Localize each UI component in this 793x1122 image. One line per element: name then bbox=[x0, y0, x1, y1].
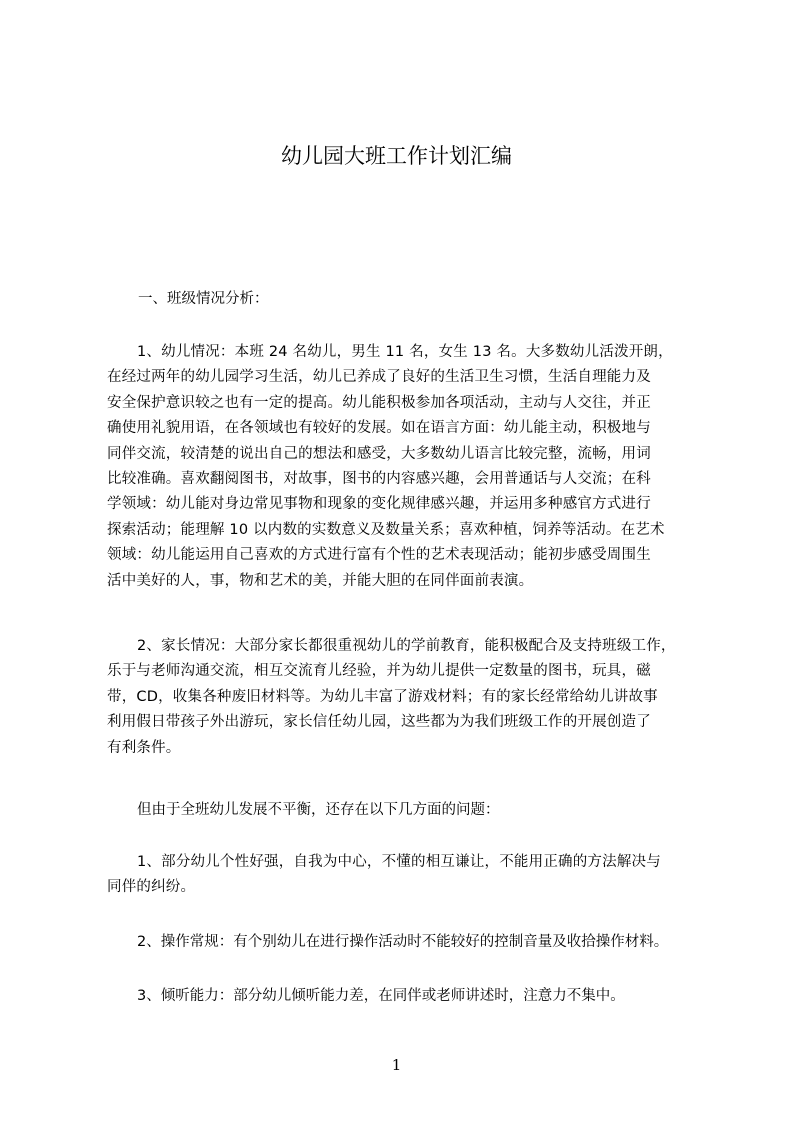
problem-3-text: 3、倾听能力：部分幼儿倾听能力差，在同伴或老师讲述时，注意力不集中。 bbox=[137, 988, 625, 1004]
paragraph-line: 同伴交流，较清楚的说出自己的想法和感受，大多数幼儿语言比较完整，流畅，用词 bbox=[107, 445, 651, 462]
problems-intro: 但由于全班幼儿发展不平衡，还存在以下几方面的问题： bbox=[137, 802, 500, 818]
paragraph-line: 安全保护意识较之也有一定的提高。幼儿能积极参加各项活动，主动与人交往，并正 bbox=[107, 394, 651, 411]
page-number: 1 bbox=[391, 1056, 402, 1074]
document-title: 幼儿园大班工作计划汇编 bbox=[281, 144, 512, 168]
paragraph-line: 学领域：幼儿能对身边常见事物和现象的变化规律感兴趣，并运用多种感官方式进行 bbox=[107, 496, 651, 513]
paragraph-line: 2、家长情况：大部分家长都很重视幼儿的学前教育，能积极配合及支持班级工作， bbox=[137, 638, 676, 654]
problem-2-text: 2、操作常规：有个别幼儿在进行操作活动时不能较好的控制音量及收拾操作材料。 bbox=[137, 934, 669, 950]
paragraph-line: 活中美好的人，事，物和艺术的美，并能大胆的在同伴面前表演。 bbox=[107, 572, 534, 589]
paragraph-line: 带，CD，收集各种废旧材料等。为幼儿丰富了游戏材料；有的家长经常给幼儿讲故事 bbox=[107, 688, 658, 705]
paragraph-line: 比较准确。喜欢翻阅图书，对故事，图书的内容感兴趣，会用普通话与人交流；在科 bbox=[107, 470, 651, 487]
section-heading-class-analysis: 一、班级情况分析： bbox=[138, 291, 269, 307]
paragraph-line: 1、部分幼儿个性好强，自我为中心，不懂的相互谦让，不能用正确的方法解决与 bbox=[137, 854, 661, 870]
paragraph-line: 在经过两年的幼儿园学习生活，幼儿已养成了良好的生活卫生习惯，生活自理能力及 bbox=[107, 369, 651, 386]
paragraph-line: 1、幼儿情况：本班 24 名幼儿，男生 11 名，女生 13 名。大多数幼儿活泼开朗， bbox=[137, 344, 673, 360]
paragraph-line: 乐于与老师沟通交流，相互交流育儿经验，并为幼儿提供一定数量的图书，玩具，磁 bbox=[107, 663, 651, 680]
paragraph-line: 探索活动；能理解 10 以内数的实数意义及数量关系；喜欢种植，饲养等活动。在艺术 bbox=[107, 521, 665, 538]
paragraph-parent-situation bbox=[107, 634, 707, 761]
paragraph-line: 确使用礼貌用语，在各领域也有较好的发展。如在语言方面：幼儿能主动，积极地与 bbox=[107, 420, 651, 437]
paragraph-line: 利用假日带孩子外出游玩，家长信任幼儿园，这些都为为我们班级工作的开展创造了 bbox=[107, 714, 651, 731]
paragraph-child-situation bbox=[107, 340, 707, 594]
paragraph-problem-1 bbox=[107, 850, 707, 901]
paragraph-line: 有利条件。 bbox=[107, 739, 181, 756]
paragraph-line: 同伴的纠纷。 bbox=[107, 879, 196, 896]
paragraph-line: 领域：幼儿能运用自己喜欢的方式进行富有个性的艺术表现活动；能初步感受周围生 bbox=[107, 547, 651, 564]
